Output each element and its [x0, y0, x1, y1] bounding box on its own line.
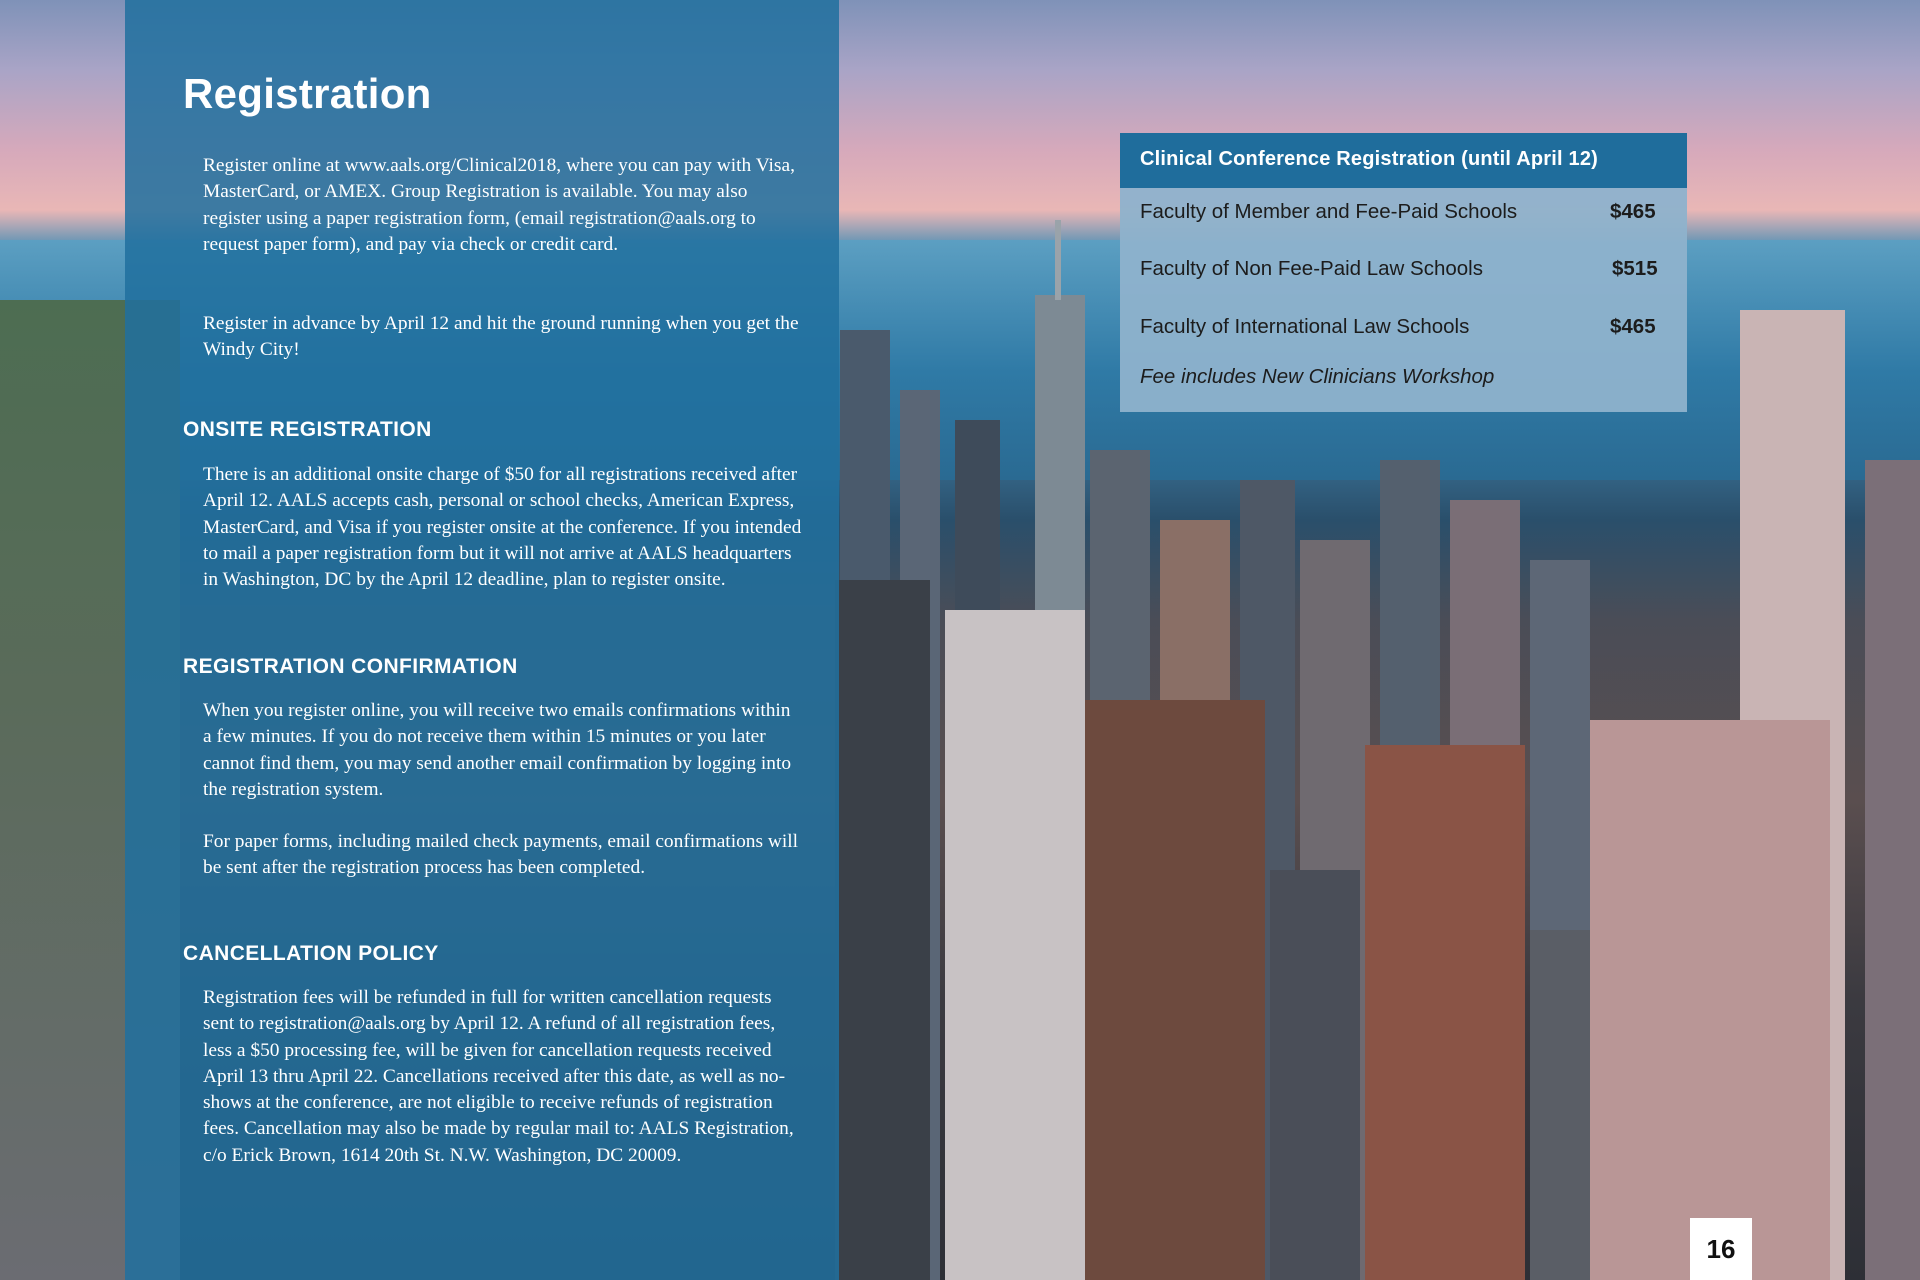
confirmation-paragraph-online: When you register online, you will receive two emails confirmations within a few minutes. If you do not receive them within 15 minutes or you later cannot find them, you may send another email confirmation by logging into the registration system.	[203, 700, 792, 800]
page-number: 16	[1690, 1218, 1752, 1280]
confirmation-paragraph-paper: For paper forms, including mailed check payments, email confirmations will be sent after the registration process has been completed.	[203, 831, 799, 879]
fee-row-label: Faculty of Member and Fee-Paid Schools	[1140, 200, 1518, 223]
fee-row-international-schools	[1120, 315, 1687, 345]
intro-paragraph-advance: Register in advance by April 12 and hit the ground running when you get the Windy City!	[203, 313, 799, 361]
fee-row-price: $465	[1610, 200, 1656, 223]
fee-table-note: Fee includes New Clinicians Workshop	[1140, 365, 1495, 388]
registration-confirmation-heading: REGISTRATION CONFIRMATION	[183, 655, 518, 678]
page-title: Registration	[183, 70, 432, 117]
fee-table-header	[1120, 133, 1687, 188]
fee-row-member-schools	[1120, 200, 1687, 230]
cancellation-policy-paragraph: Registration fees will be refunded in full for written cancellation requests sent to registration@aals.org by April 12. A refund of all registration fees, less a $50 processing fee, will be given for cancellation requests received April 13 thru April 22. Cancellations received after this date, as well as no-shows at the conference, are not eligible to receive refunds of registration fees. Cancellation may also be made by regular mail to: AALS Registration, c/o Erick Brown, 1614 20th St. N.W. Washington, DC 20009.	[203, 987, 794, 1166]
fee-row-price: $515	[1612, 257, 1658, 280]
fee-table-title: Clinical Conference Registration (until April 12)	[1140, 148, 1599, 170]
fee-row-price: $465	[1610, 315, 1656, 338]
fee-table	[1120, 133, 1687, 412]
fee-row-label: Faculty of Non Fee-Paid Law Schools	[1140, 257, 1483, 280]
intro-paragraph-online: Register online at www.aals.org/Clinical2018, where you can pay with Visa, MasterCard, or AMEX. Group Registration is available. You may also register using a paper registration form, (email registration@aals.org to request paper form), and pay via check or credit card.	[203, 155, 795, 255]
fee-row-label: Faculty of International Law Schools	[1140, 315, 1470, 338]
onsite-registration-paragraph: There is an additional onsite charge of $50 for all registrations received after April 12. AALS accepts cash, personal or school checks, American Express, MasterCard, and Visa if you register onsite at the conference. If you intended to mail a paper registration form but it will not arrive at AALS headquarters in Washington, DC by the April 12 deadline, plan to register onsite.	[203, 464, 802, 591]
fee-row-non-fee-paid-schools	[1120, 257, 1687, 287]
registration-panel	[125, 0, 839, 1280]
cancellation-policy-heading: CANCELLATION POLICY	[183, 942, 439, 965]
onsite-registration-heading: ONSITE REGISTRATION	[183, 418, 432, 441]
